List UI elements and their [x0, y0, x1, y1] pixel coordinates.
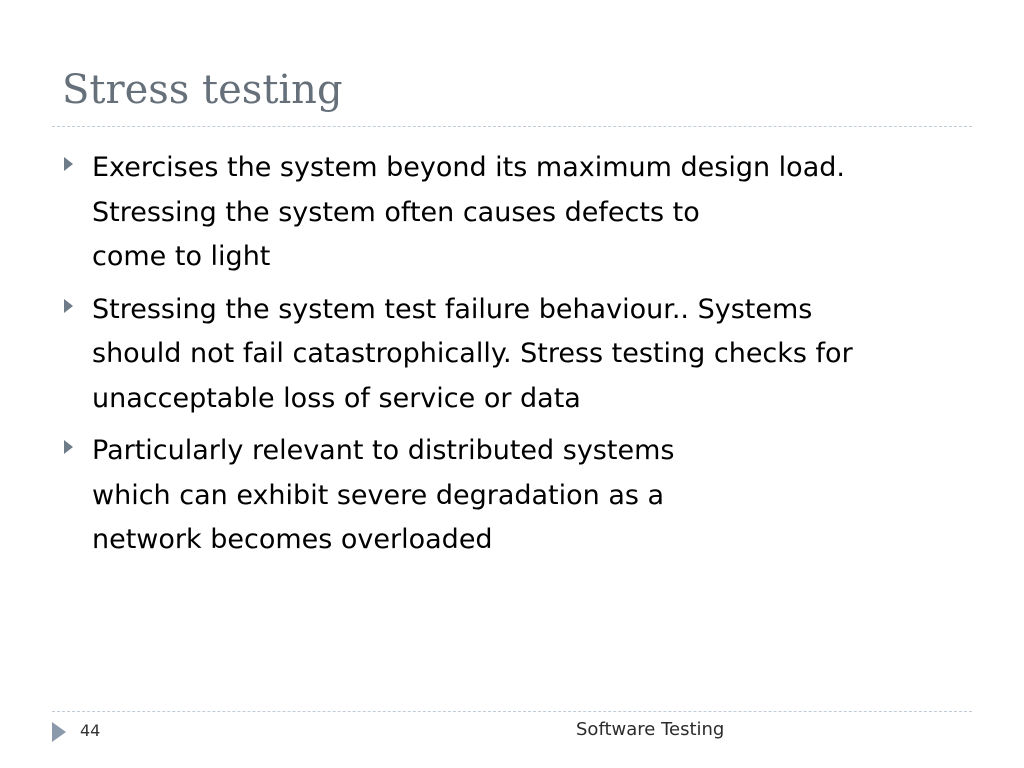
triangle-right-icon: [64, 440, 73, 454]
bullet-item: [62, 146, 962, 280]
bullet-text-line: come to light: [92, 241, 271, 272]
bullet-text-line: unacceptable loss of service or data: [92, 382, 581, 414]
bullet-text-line: which can exhibit severe degradation as a: [92, 479, 665, 511]
triangle-right-icon: [52, 722, 66, 742]
bullet-text-line: Exercises the system beyond its maximum design load.: [92, 152, 845, 183]
bullet-list: [62, 146, 962, 571]
bullet-item: [62, 288, 962, 422]
footer-label: Software Testing: [576, 719, 725, 740]
title-divider: [52, 126, 972, 127]
bullet-text-line: Stressing the system often causes defects to: [92, 196, 700, 228]
footer-divider: [52, 711, 972, 712]
bullet-item: [62, 429, 962, 563]
triangle-right-icon: [64, 157, 73, 171]
slide-title: Stress testing: [62, 67, 343, 113]
bullet-text-line: should not fail catastrophically. Stress testing checks for: [92, 338, 853, 369]
bullet-text-line: Stressing the system test failure behaviour.. Systems: [92, 293, 813, 325]
bullet-text-line: network becomes overloaded: [92, 524, 493, 555]
triangle-right-icon: [64, 299, 73, 313]
page-number: 44: [80, 721, 101, 740]
bullet-text-line: Particularly relevant to distributed systems: [92, 435, 675, 466]
